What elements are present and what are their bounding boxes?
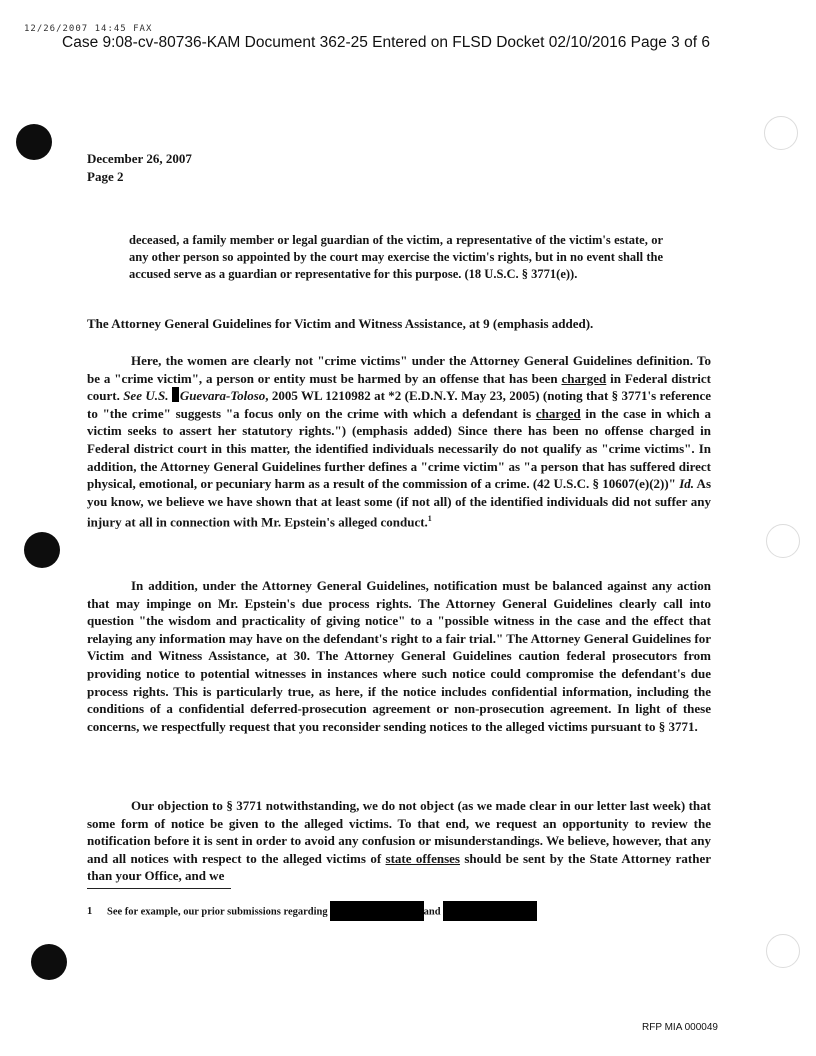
text-run: As you know, we believe we have shown that at least some (if not all) of the identified individuals did not suffer any injury at all in connection with Mr. Epstein's alleged conduct. xyxy=(87,476,712,530)
paragraph-due-process: In addition, under the Attorney General Guidelines, notification must be balanced against any action that may impinge on Mr. Epstein's due process rights. The Attorney General Guidelines clearly call into question "the wisdom and practicality of giving notice" to a "possible witness in the case and the effect that relaying any information may have on the defendant's right to a fair trial." The Attorney General Guidelines for Victim and Witness Assistance, at 30. The Attorney General Guidelines caution federal prosecutors from providing notice to potential witnesses in instances where such notice could compromise the defendant's due process rights. This is particularly true, as here, if the notice includes confidential information, including the conditions of a confidential deferred-prosecution agreement or non-prosecution agreement. In light of these concerns, we respectfully request that you reconsider sending notices to the alleged victims pursuant to § 3771. xyxy=(87,578,711,734)
text-run: , 2005 WL 1210982 at *2 (E.D.N.Y. May 23, 2005) (noting that § 3771's reference to "the crime" suggests "a focus only on the crime with which a defendant is xyxy=(87,388,712,421)
faint-hole-bottom xyxy=(766,934,800,968)
paragraph-crime-victims xyxy=(87,352,711,531)
text-run: Our objection to § 3771 notwithstanding, we do not object (as we made clear in our letter last week) that some form of notice be given to the alleged victims. To that end, we request an opportunity to review the notification before it is sent in order to avoid any confusion or misunderstandings. We believe, however, that any and all notices with respect to the alleged victims of xyxy=(87,798,711,866)
footnote xyxy=(87,902,647,922)
letter-page-label: Page 2 xyxy=(87,169,124,184)
footnote-divider xyxy=(87,888,231,889)
letter-date: December 26, 2007 xyxy=(87,151,192,166)
underlined-term: state offenses xyxy=(385,850,460,866)
guideline-citation: The Attorney General Guidelines for Victim and Witness Assistance, at 9 (emphasis added). xyxy=(87,316,594,331)
bates-number: RFP MIA 000049 xyxy=(642,1022,718,1033)
footnote-and: and xyxy=(423,906,441,918)
text-run: Here, the women are clearly not "crime victims" under the Attorney General Guidelines definition. To be a "crime victim", a person or entity must be harmed by an offense that has been xyxy=(87,353,711,386)
block-quote: deceased, a family member or legal guardian of the victim, a representative of the victim's estate, or any other person so appointed by the court may exercise the victim's rights, but in no event shall the accused serve as a guardian or representative for this purpose. (18 U.S.C. § 3771(e)). xyxy=(129,233,663,281)
punch-hole-bottom xyxy=(31,944,67,980)
redaction-mark xyxy=(172,387,179,402)
text-run: in Federal district court. xyxy=(87,370,711,404)
paragraph-objection xyxy=(87,797,711,885)
redaction-block xyxy=(443,901,537,921)
punch-hole-middle xyxy=(24,532,60,568)
underlined-term: charged xyxy=(535,405,581,421)
footnote-reference: 1 xyxy=(427,514,432,524)
underlined-term: charged xyxy=(561,370,607,386)
faint-hole-top xyxy=(764,116,798,150)
redaction-block xyxy=(330,901,424,921)
id-citation: Id. xyxy=(679,476,694,492)
case-citation: See U.S. xyxy=(123,388,169,404)
docket-header: Case 9:08-cv-80736-KAM Document 362-25 Entered on FLSD Docket 02/10/2016 Page 3 of 6 xyxy=(62,34,710,51)
punch-hole-top xyxy=(16,124,52,160)
text-run: should be sent by the State Attorney rather than your Office, and we xyxy=(87,850,711,884)
fax-header: 12/26/2007 14:45 FAX xyxy=(24,24,153,34)
faint-hole-middle xyxy=(766,524,800,558)
text-run: in the case in which a victim seeks to assert her statutory rights.") (emphasis added) Since there has been no offense charged in Federal district court in this matter, the identified individuals necessarily do not qualify as "crime victims". In addition, the Attorney General Guidelines further defines a "crime victim" as "a person that has suffered direct physical, emotional, or pecuniary harm as a result of the commission of a crime. (42 U.S.C. § 10607(e)(2))" xyxy=(87,405,712,492)
case-name: Guevara-Toloso xyxy=(179,388,266,404)
footnote-number: 1 xyxy=(87,906,93,918)
footnote-text: See for example, our prior submissions regarding xyxy=(107,906,328,918)
